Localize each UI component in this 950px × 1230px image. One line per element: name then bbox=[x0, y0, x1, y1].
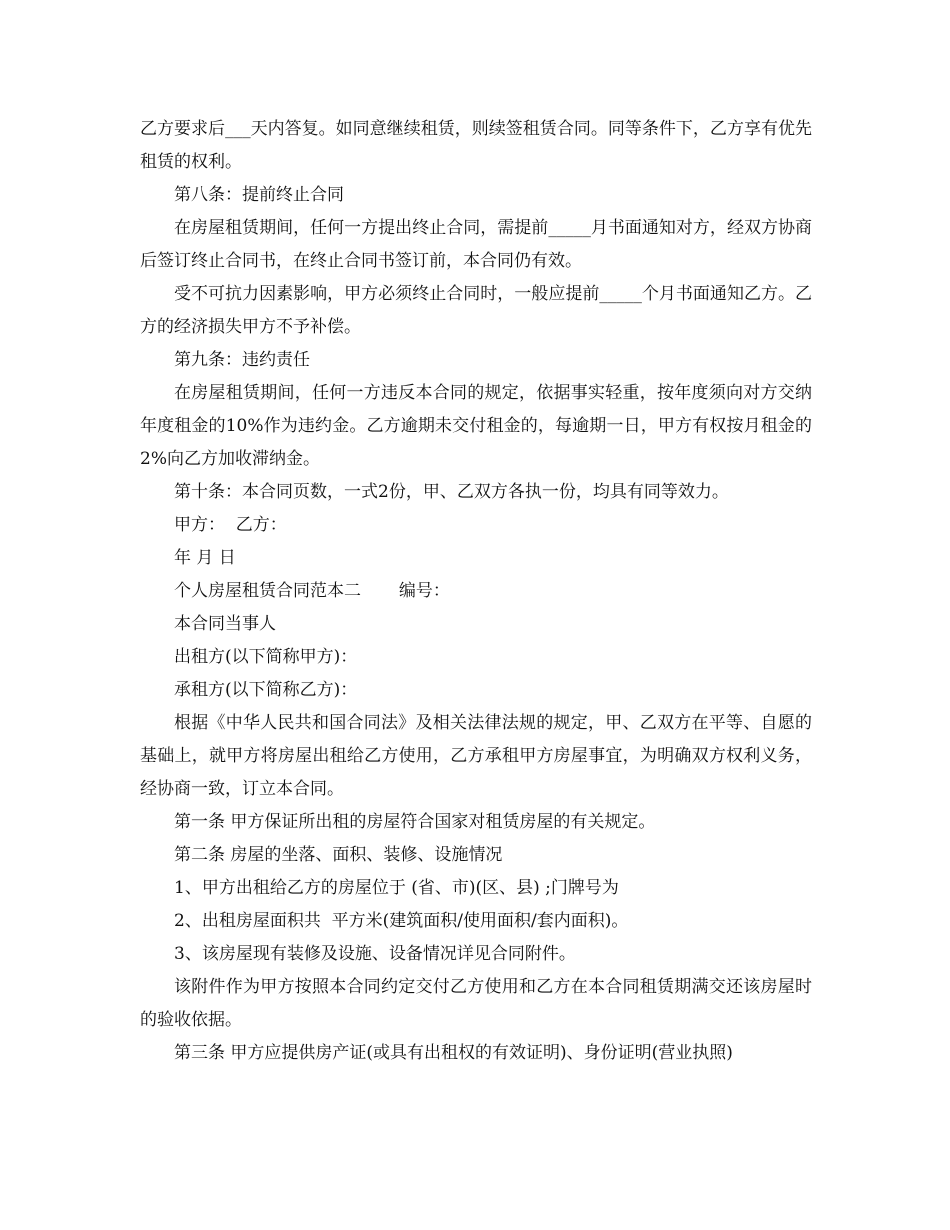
article-2-item-1: 1、甲方出租给乙方的房屋位于 (省、市)(区、县) ;门牌号为 bbox=[174, 878, 619, 898]
article-2-heading: 第二条 房屋的坐落、面积、装修、设施情况 bbox=[174, 845, 503, 865]
article-10: 第十条：本合同页数，一式2份，甲、乙双方各执一份，均具有同等效力。 bbox=[174, 482, 729, 502]
article-3: 第三条 甲方应提供房产证(或具有出租权的有效证明)、身份证明(营业执照) bbox=[174, 1043, 733, 1063]
parties-heading: 本合同当事人 bbox=[174, 614, 276, 634]
lessor-line: 出租方(以下简称甲方)： bbox=[174, 647, 358, 667]
lessee-line: 承租方(以下简称乙方)： bbox=[174, 680, 358, 700]
contract-title-2: 个人房屋租赁合同范本二 编号： bbox=[174, 581, 450, 601]
signature-date: 年 月 日 bbox=[174, 548, 236, 568]
article-8-heading: 第八条：提前终止合同 bbox=[174, 185, 344, 205]
signature-parties: 甲方： 乙方： bbox=[174, 515, 287, 535]
preamble: 根据《中华人民共和国合同法》及相关法律法规的规定，甲、乙双方在平等、自愿的基础上，就甲方将房屋出租给乙方使用，乙方承租甲方房屋事宜，为明确双方权利义务，经协商一致，订立本合同。 bbox=[140, 713, 812, 799]
paragraph-4: 受不可抗力因素影响，甲方必须终止合同时，一般应提前_____个月书面通知乙方。乙方的经济损失甲方不予补偿。 bbox=[140, 284, 812, 337]
article-2-item-3: 3、该房屋现有装修及设施、设备情况详见合同附件。 bbox=[174, 944, 576, 964]
paragraph-3: 在房屋租赁期间，任何一方提出终止合同，需提前_____月书面通知对方，经双方协商后签订终止合同书，在终止合同书签订前，本合同仍有效。 bbox=[140, 218, 812, 271]
appendix-note: 该附件作为甲方按照本合同约定交付乙方使用和乙方在本合同租赁期满交还该房屋时的验收依据。 bbox=[140, 977, 812, 1030]
article-1: 第一条 甲方保证所出租的房屋符合国家对租赁房屋的有关规定。 bbox=[174, 812, 656, 832]
paragraph-6: 在房屋租赁期间，任何一方违反本合同的规定，依据事实轻重，按年度须向对方交纳年度租金的10%作为违约金。乙方逾期未交付租金的，每逾期一日，甲方有权按月租金的2%向乙方加收滞纳金。 bbox=[140, 383, 812, 469]
article-9-heading: 第九条：违约责任 bbox=[174, 350, 310, 370]
article-2-item-2: 2、出租房屋面积共 平方米(建筑面积/使用面积/套内面积)。 bbox=[174, 911, 629, 931]
paragraph-1: 乙方要求后___天内答复。如同意继续租赁，则续签租赁合同。同等条件下，乙方享有优先租赁的权利。 bbox=[140, 119, 812, 172]
